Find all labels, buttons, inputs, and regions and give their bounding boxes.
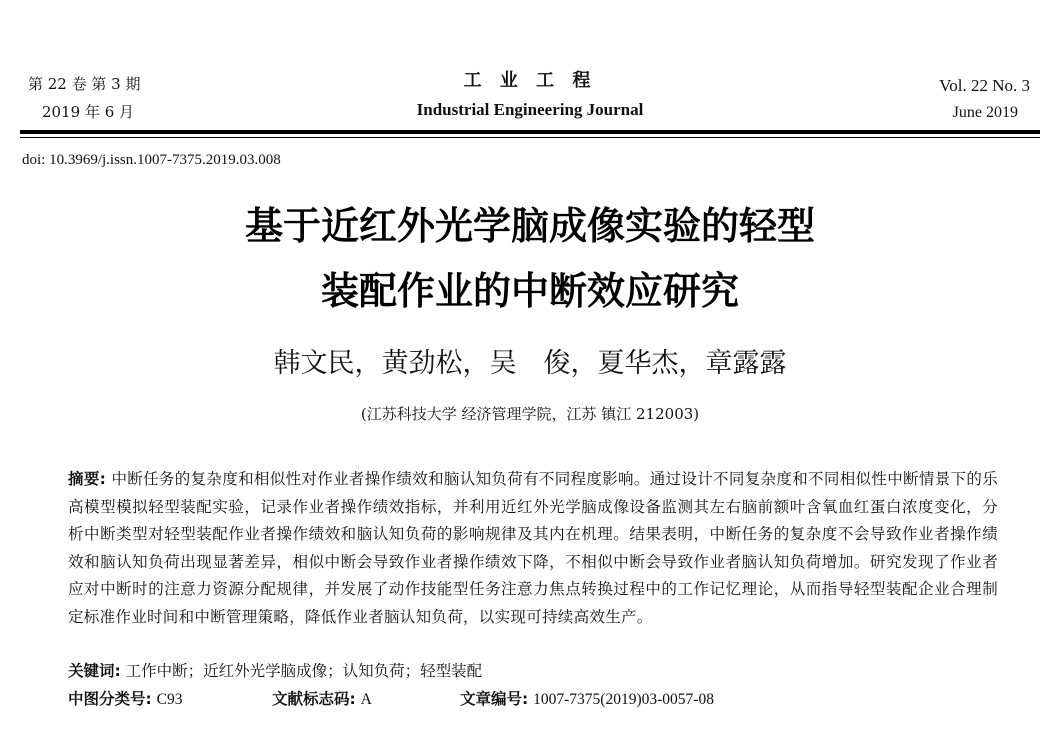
article-number-value: 1007-7375(2019)03-0057-08: [533, 691, 714, 708]
article-number: [460, 690, 714, 710]
classification-number: [68, 690, 182, 710]
volume-issue: 第 22 卷 第 3 期: [28, 75, 141, 93]
volume-issue-en: Vol. 22 No. 3: [939, 76, 1030, 95]
publication-date-en: June 2019: [952, 104, 1018, 121]
keywords-label: 关键词:: [68, 662, 121, 680]
journal-name-cn: 工 业 工 程: [463, 70, 597, 91]
header-rule-thick: [20, 130, 1040, 134]
header-rule-thin: [20, 137, 1040, 138]
abstract-text: 中断任务的复杂度和相似性对作业者操作绩效和脑认知负荷有不同程度影响。通过设计不同复杂度和不同相似性中断情景下的乐高模型模拟轻型装配实验，记录作业者操作绩效指标，并利用近红外光学脑成像设备监测其左右脑前额叶含氧血红蛋白浓度变化，分析中断类型对轻型装配作业者操作绩效和脑认知负荷的影响规律及其内在机理。结果表明，中断任务的复杂度不会导致作业者操作绩效和脑认知负荷出现显著差异，相似中断会导致作业者操作绩效下降，不相似中断会导致作业者脑认知负荷增加。研究发现了作业者应对中断时的注意力资源分配规律，并发展了动作技能型任务注意力焦点转换过程中的工作记忆理论，从而指导轻型装配企业合理制定标准作业时间和中断管理策略，降低作业者脑认知负荷，以实现可持续高效生产。: [68, 470, 998, 626]
classification-value: C93: [156, 691, 183, 708]
affiliation: (江苏科技大学 经济管理学院，江苏 镇江 212003): [360, 405, 700, 423]
article-number-label: 文章编号:: [460, 690, 529, 708]
abstract: [68, 466, 998, 631]
keywords-text: 工作中断；近红外光学脑成像；认知负荷；轻型装配: [125, 662, 483, 680]
document-code-value: A: [360, 691, 372, 708]
paper-title-line-2: 装配作业的中断效应研究: [320, 269, 739, 313]
publication-date-cn: 2019 年 6 月: [42, 103, 135, 121]
author-list: 韩文民，黄劲松，吴 俊，夏华杰，章露露: [273, 348, 787, 379]
document-code: [272, 690, 372, 710]
doi: doi: 10.3969/j.issn.1007-7375.2019.03.008: [22, 152, 281, 168]
document-code-label: 文献标志码:: [272, 690, 356, 708]
paper-title-line-1: 基于近红外光学脑成像实验的轻型: [244, 204, 815, 248]
journal-name-en: Industrial Engineering Journal: [416, 100, 644, 119]
classification-label: 中图分类号:: [68, 690, 152, 708]
abstract-label: 摘要:: [68, 470, 107, 488]
keywords: [68, 662, 482, 681]
